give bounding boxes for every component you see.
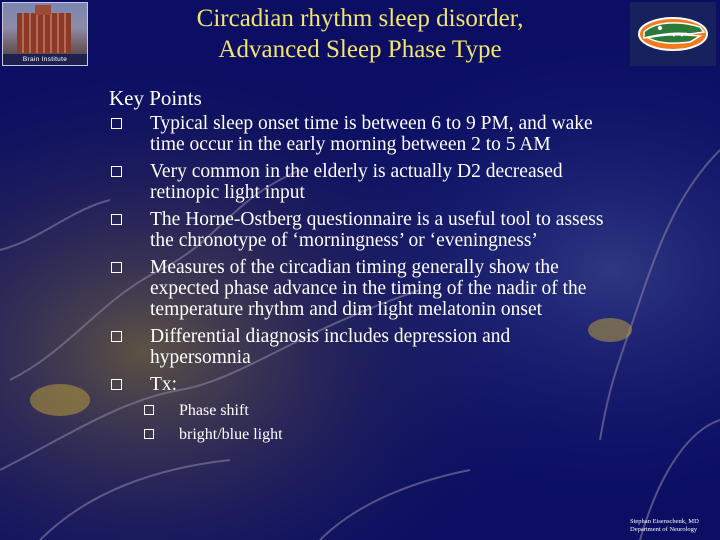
bullet-item [109, 257, 614, 320]
sub-bullet-item [144, 423, 614, 447]
section-label: Key Points [109, 86, 202, 110]
checkbox-bullet-icon [111, 379, 122, 390]
sub-bullet-item [144, 399, 614, 423]
title-line-1: Circadian rhythm sleep disorder, [196, 5, 524, 32]
checkbox-bullet-icon [144, 429, 154, 439]
bullet-text: Tx: [150, 374, 178, 395]
bullet-text: Measures of the circadian timing generally show the expected phase advance in the timing of the nadir of the temperature rhythm and dim light melatonin onset [150, 257, 587, 320]
slide-title [100, 3, 620, 65]
bullet-item [109, 209, 614, 251]
author-footer [630, 518, 718, 534]
checkbox-bullet-icon [111, 214, 122, 225]
checkbox-bullet-icon [111, 262, 122, 273]
brain-institute-logo [2, 2, 88, 66]
sub-bullet-text: Phase shift [179, 402, 249, 419]
footer-author: Stephan Eisenschenk, MD [630, 518, 699, 525]
checkbox-bullet-icon [111, 166, 122, 177]
bullet-item [109, 113, 614, 155]
bullet-text: Typical sleep onset time is between 6 to 9 PM, and wake time occur in the early morning between 2 to 5 AM [150, 113, 593, 155]
gator-logo [630, 2, 716, 66]
building-image [17, 13, 71, 53]
sub-bullet-text: bright/blue light [179, 426, 283, 443]
bullet-list [109, 113, 614, 447]
bullet-item [109, 161, 614, 203]
title-line-2: Advanced Sleep Phase Type [218, 36, 502, 63]
bullet-text: Differential diagnosis includes depression and hypersomnia [150, 326, 511, 368]
footer-department: Department of Neurology [630, 526, 698, 533]
bullet-text: The Horne-Ostberg questionnaire is a useful tool to assess the chronotype of ‘morningness’ or ‘eveningness’ [150, 209, 604, 251]
sub-bullet-list [144, 399, 614, 447]
logo-caption: Brain Institute [3, 54, 87, 65]
bullet-text: Very common in the elderly is actually D2 decreased retinopic light input [150, 161, 563, 203]
checkbox-bullet-icon [144, 405, 154, 415]
checkbox-bullet-icon [111, 118, 122, 129]
slide-content [109, 86, 614, 453]
bullet-item [109, 374, 614, 447]
checkbox-bullet-icon [111, 331, 122, 342]
bullet-item [109, 326, 614, 368]
